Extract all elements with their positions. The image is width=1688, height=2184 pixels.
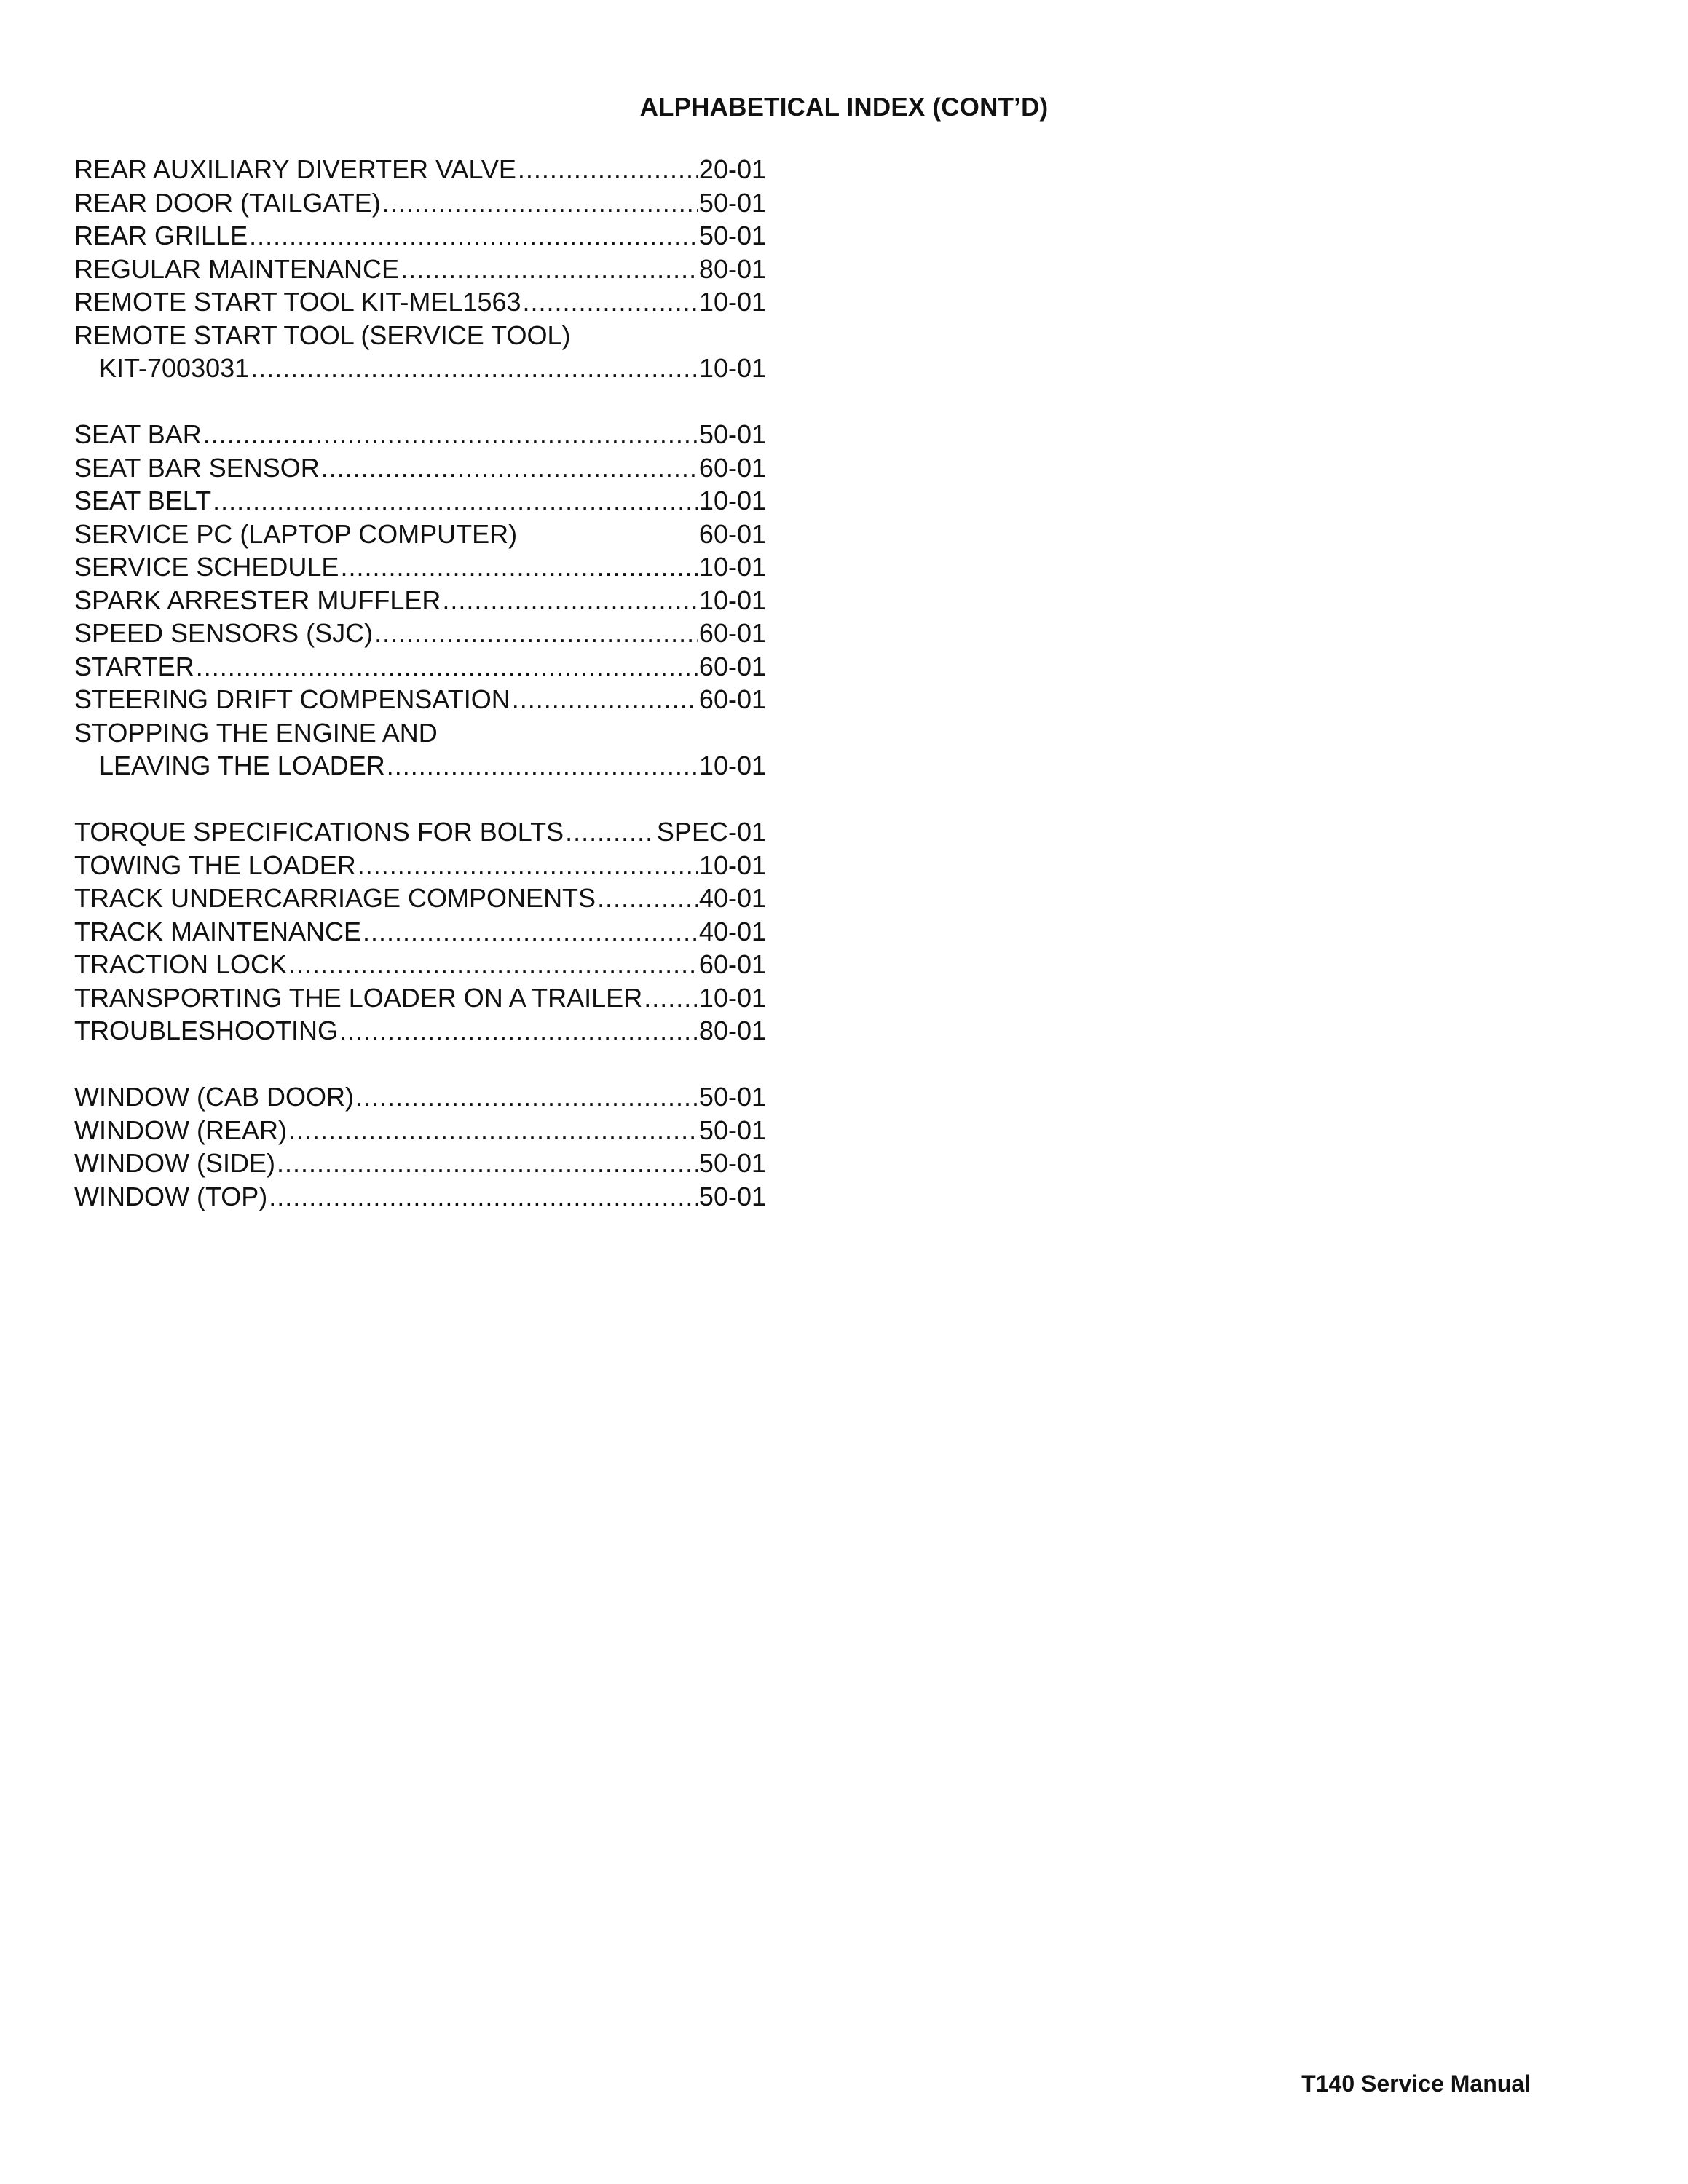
entry-page: 50-01: [698, 187, 766, 218]
index-entry: [74, 683, 766, 716]
entry-label: STEERING DRIFT COMPENSATION: [74, 684, 510, 714]
entry-page: 60-01: [698, 949, 766, 979]
index-entry: [74, 451, 766, 485]
dot-leader: [358, 849, 698, 882]
entry-label: SEAT BELT: [74, 486, 212, 515]
index-entry: [74, 253, 766, 286]
index-entry: [74, 915, 766, 949]
entry-page: 50-01: [698, 221, 766, 250]
index-entry: [74, 1014, 766, 1048]
dot-leader: [249, 219, 698, 253]
dot-leader: [288, 948, 698, 981]
index-entry: [74, 518, 766, 551]
entry-page: SPEC-01: [656, 817, 766, 847]
dot-leader: [277, 1147, 698, 1180]
entry-page: 50-01: [698, 1181, 766, 1211]
entry-label: SERVICE PC (LAPTOP COMPUTER): [74, 518, 518, 549]
entry-label: SEAT BAR: [74, 419, 202, 449]
entry-label: REMOTE START TOOL (SERVICE TOOL): [74, 320, 571, 350]
entry-page: 80-01: [698, 253, 766, 284]
index-entry: [74, 981, 766, 1015]
index-list: [74, 153, 766, 1213]
dot-leader: [387, 749, 698, 783]
index-entry: [74, 815, 766, 849]
dot-leader: [288, 1114, 698, 1147]
dot-leader: [251, 352, 698, 385]
entry-page: 10-01: [698, 287, 766, 317]
index-entry: [74, 319, 766, 352]
index-entry: [74, 1147, 766, 1180]
entry-label: TRACK MAINTENANCE: [74, 916, 362, 946]
entry-label: WINDOW (SIDE): [74, 1148, 275, 1178]
dot-leader: [597, 882, 698, 915]
page-title: ALPHABETICAL INDEX (CONT’D): [639, 93, 1049, 122]
index-entry: [74, 1080, 766, 1114]
index-entry: [74, 584, 766, 617]
entry-label: REAR AUXILIARY DIVERTER VALVE: [74, 154, 516, 184]
entry-page: 20-01: [698, 154, 766, 184]
entry-label: WINDOW (REAR): [74, 1115, 287, 1145]
index-entry: [74, 352, 766, 385]
entry-label: SEAT BAR SENSOR: [74, 452, 320, 483]
entry-page: 60-01: [698, 518, 766, 549]
entry-page: 50-01: [698, 1148, 766, 1178]
index-entry: [74, 550, 766, 584]
index-entry: [74, 285, 766, 319]
entry-page: 10-01: [698, 751, 766, 780]
index-entry: [74, 882, 766, 915]
entry-label: TORQUE SPECIFICATIONS FOR BOLTS: [74, 817, 564, 847]
entry-page: 50-01: [698, 419, 766, 449]
entry-page: 60-01: [698, 618, 766, 648]
dot-leader: [442, 584, 698, 617]
index-entry: [74, 716, 766, 750]
index-entry: [74, 1180, 766, 1214]
entry-page: 10-01: [698, 486, 766, 515]
index-entry: [74, 617, 766, 650]
index-entry: [74, 418, 766, 451]
dot-leader: [401, 253, 698, 286]
entry-label: STOPPING THE ENGINE AND: [74, 717, 438, 748]
entry-page: 10-01: [698, 353, 766, 383]
entry-label: WINDOW (CAB DOOR): [74, 1082, 354, 1112]
dot-leader: [382, 186, 698, 220]
index-entry: [74, 484, 766, 518]
index-entry: [74, 1114, 766, 1147]
entry-label: WINDOW (TOP): [74, 1181, 268, 1211]
dot-leader: [213, 484, 698, 518]
dot-leader: [340, 550, 697, 584]
entry-label: TRACTION LOCK: [74, 949, 288, 979]
entry-label: TOWING THE LOADER: [74, 850, 356, 880]
entry-page: 10-01: [698, 982, 766, 1013]
index-entry: [74, 849, 766, 882]
group-spacer: [74, 1048, 766, 1081]
dot-leader: [374, 617, 698, 650]
dot-leader: [355, 1080, 698, 1114]
group-spacer: [74, 385, 766, 419]
entry-page: 10-01: [698, 585, 766, 615]
dot-leader: [269, 1180, 698, 1214]
dot-leader: [363, 915, 698, 949]
entry-label: REAR GRILLE: [74, 221, 248, 250]
entry-label: REMOTE START TOOL KIT-MEL1563: [74, 287, 521, 317]
index-entry: [74, 749, 766, 783]
entry-label: STARTER: [74, 651, 194, 681]
group-spacer: [74, 783, 766, 816]
entry-label: TRANSPORTING THE LOADER ON A TRAILER: [74, 982, 643, 1013]
entry-label: REAR DOOR (TAILGATE): [74, 187, 381, 218]
entry-label: SPEED SENSORS (SJC): [74, 618, 374, 648]
entry-page: 40-01: [698, 916, 766, 946]
entry-page: 60-01: [698, 651, 766, 681]
entry-label: SPARK ARRESTER MUFFLER: [74, 585, 441, 615]
entry-label: KIT-7003031: [99, 353, 250, 383]
dot-leader: [565, 815, 655, 849]
entry-page: 50-01: [698, 1082, 766, 1112]
entry-page: 50-01: [698, 1115, 766, 1145]
dot-leader: [196, 650, 698, 684]
index-entry: [74, 153, 766, 186]
entry-page: 60-01: [698, 452, 766, 483]
dot-leader: [321, 451, 698, 485]
dot-leader: [518, 153, 698, 186]
entry-page: 80-01: [698, 1016, 766, 1045]
index-entry: [74, 948, 766, 981]
dot-leader: [523, 285, 698, 319]
dot-leader: [203, 418, 698, 451]
entry-page: 60-01: [698, 684, 766, 714]
entry-page: 10-01: [698, 850, 766, 880]
dot-leader: [339, 1014, 698, 1048]
entry-label: TRACK UNDERCARRIAGE COMPONENTS: [74, 883, 596, 913]
dot-leader: [644, 981, 698, 1015]
entry-page: 40-01: [698, 883, 766, 913]
index-entry: [74, 219, 766, 253]
entry-label: TROUBLESHOOTING: [74, 1016, 339, 1045]
entry-label: SERVICE SCHEDULE: [74, 552, 339, 582]
footer-manual-title: T140 Service Manual: [1301, 2070, 1531, 2097]
dot-leader: [512, 683, 698, 716]
index-entry: [74, 186, 766, 220]
entry-label: REGULAR MAINTENANCE: [74, 253, 400, 284]
entry-page: 10-01: [698, 552, 766, 582]
entry-label: LEAVING THE LOADER: [99, 751, 385, 780]
index-entry: [74, 650, 766, 684]
